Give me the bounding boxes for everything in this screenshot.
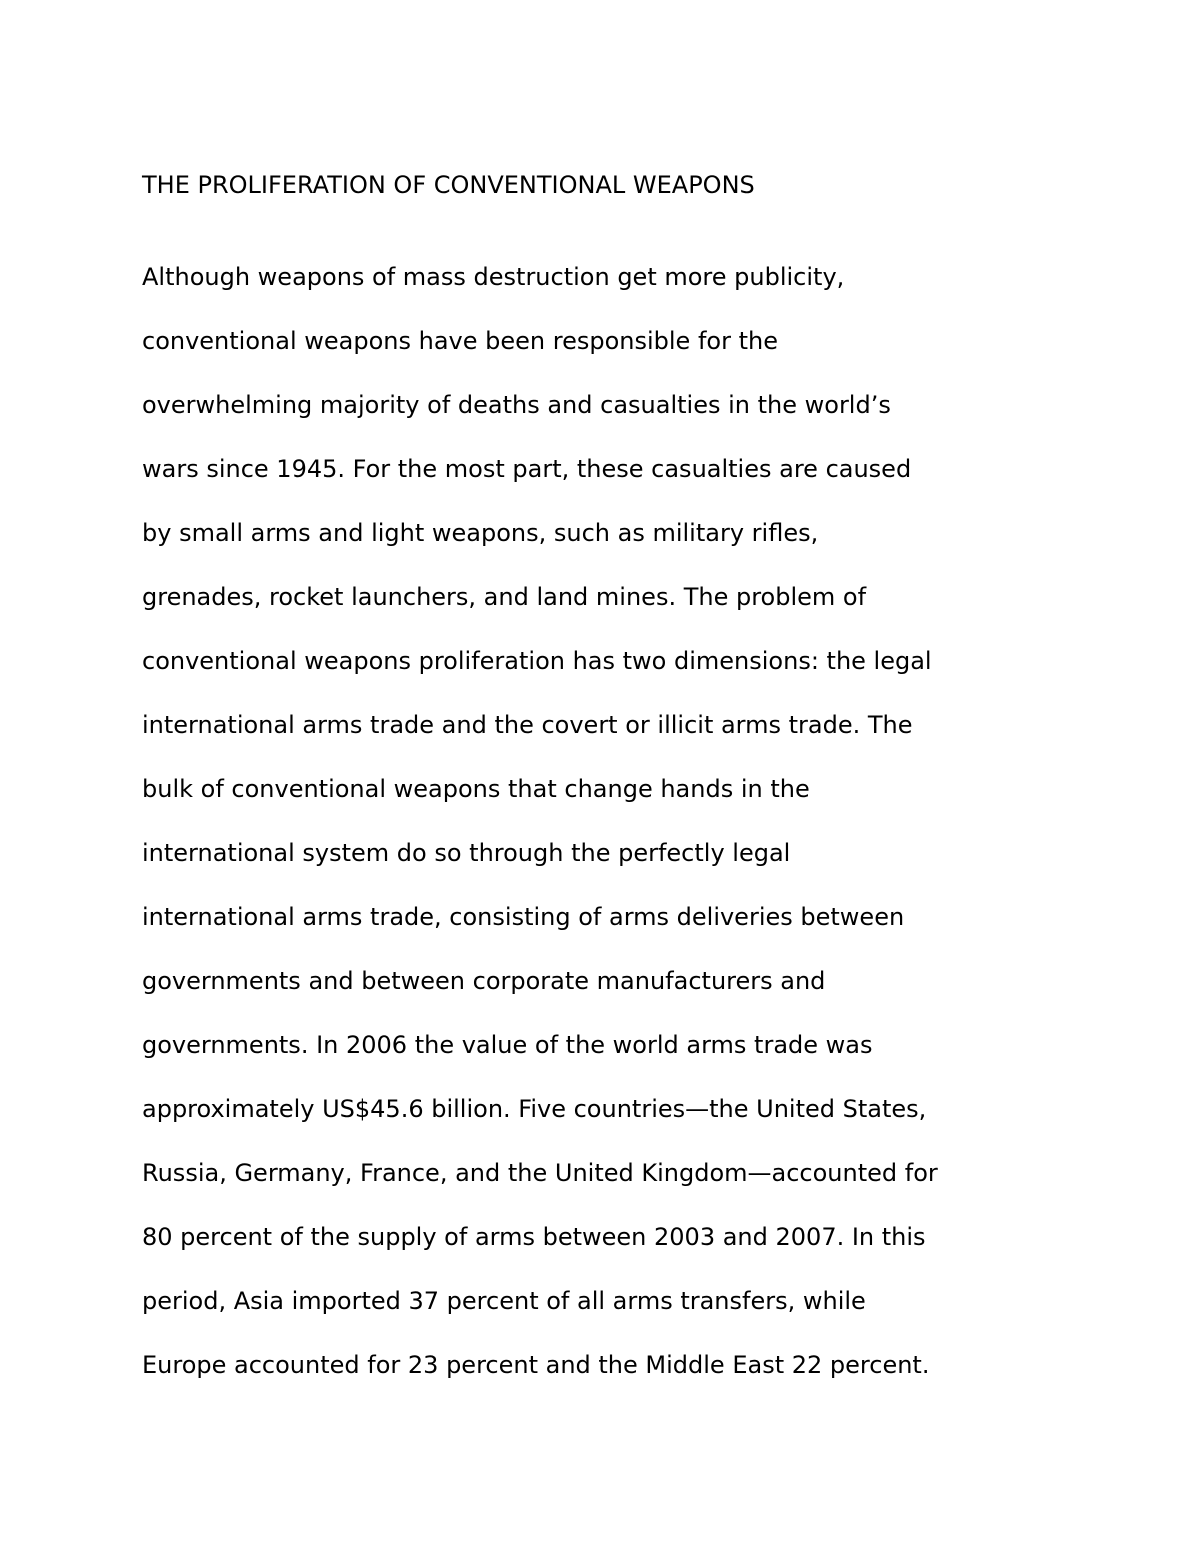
text-line: conventional weapons proliferation has two dimensions: the legal bbox=[142, 647, 932, 675]
text-line: Although weapons of mass destruction get more publicity, bbox=[142, 263, 845, 291]
text-line: Europe accounted for 23 percent and the Middle East 22 percent. bbox=[142, 1351, 930, 1379]
body-paragraph bbox=[142, 260, 1102, 1412]
text-line: international system do so through the perfectly legal bbox=[142, 839, 791, 867]
document-title: THE PROLIFERATION OF CONVENTIONAL WEAPONS bbox=[142, 171, 755, 199]
text-line: grenades, rocket launchers, and land mines. The problem of bbox=[142, 583, 867, 611]
text-line: approximately US$45.6 billion. Five countries—the United States, bbox=[142, 1095, 927, 1123]
text-line: Russia, Germany, France, and the United Kingdom—accounted for bbox=[142, 1159, 938, 1187]
text-line: 80 percent of the supply of arms between 2003 and 2007. In this bbox=[142, 1223, 926, 1251]
text-line: conventional weapons have been responsible for the bbox=[142, 327, 778, 355]
text-line: bulk of conventional weapons that change hands in the bbox=[142, 775, 810, 803]
text-line: international arms trade and the covert or illicit arms trade. The bbox=[142, 711, 913, 739]
text-line: period, Asia imported 37 percent of all arms transfers, while bbox=[142, 1287, 866, 1315]
text-line: international arms trade, consisting of arms deliveries between bbox=[142, 903, 905, 931]
text-line: governments. In 2006 the value of the world arms trade was bbox=[142, 1031, 873, 1059]
text-line: by small arms and light weapons, such as military rifles, bbox=[142, 519, 819, 547]
text-line: wars since 1945. For the most part, these casualties are caused bbox=[142, 455, 912, 483]
text-line: overwhelming majority of deaths and casualties in the world’s bbox=[142, 391, 891, 419]
text-line: governments and between corporate manufacturers and bbox=[142, 967, 826, 995]
